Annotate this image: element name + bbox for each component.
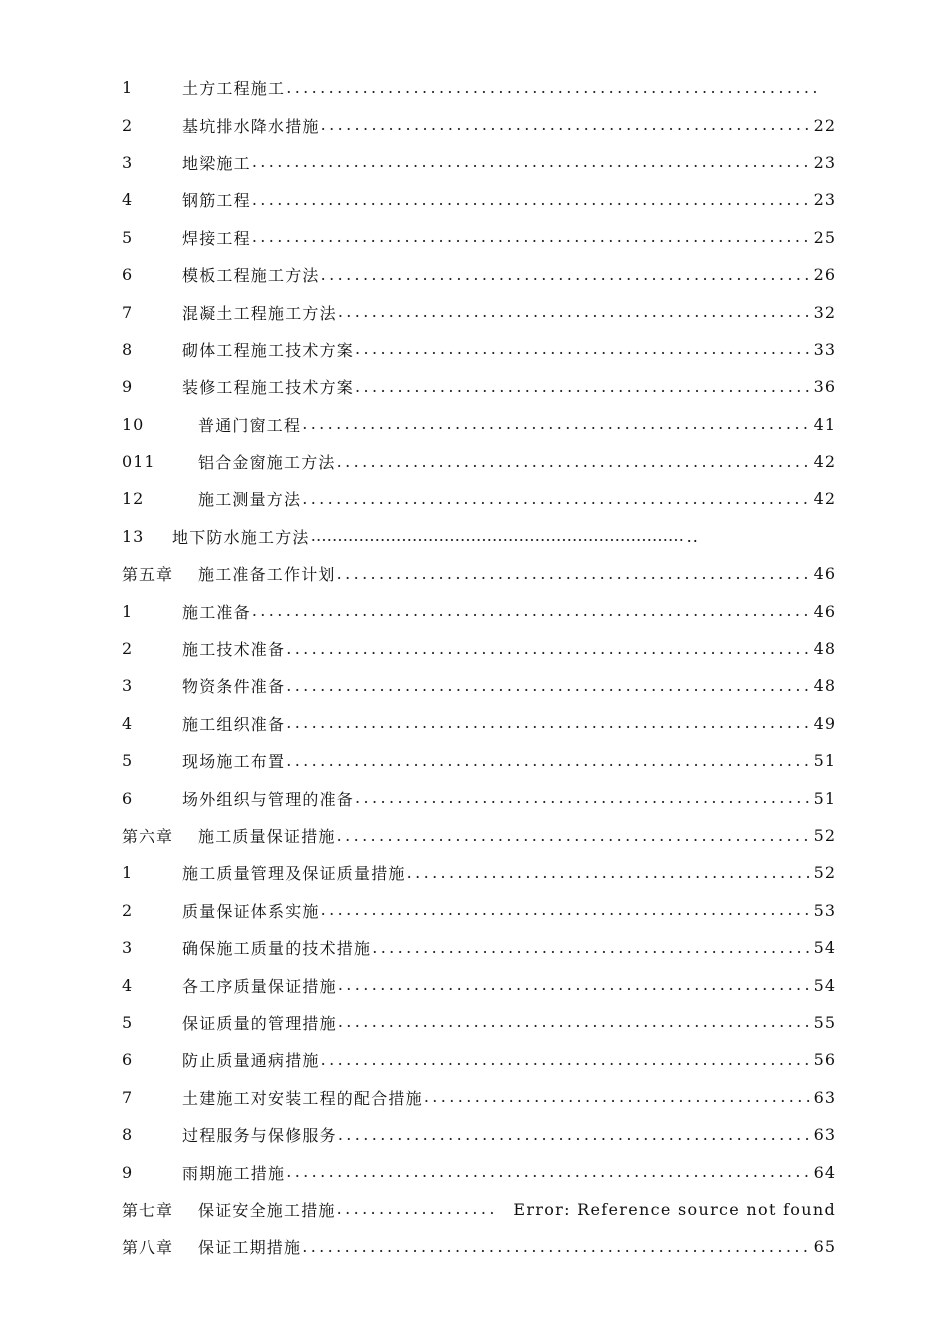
toc-entry[interactable] <box>122 331 836 368</box>
toc-entry-title: 焊接工程 <box>182 228 251 248</box>
toc-entry[interactable] <box>122 1153 836 1190</box>
toc-chapter-number: 第八章 <box>122 1238 174 1258</box>
toc-entry-number: 2 <box>122 900 134 920</box>
toc-entry-page: 56 <box>813 1050 836 1070</box>
toc-entry-title: 土方工程施工 <box>182 79 286 99</box>
toc-entry-number: 10 <box>122 414 145 434</box>
toc-entry-number: 1 <box>122 78 134 98</box>
toc-chapter-entry[interactable] <box>122 555 836 592</box>
toc-entry[interactable] <box>122 705 836 742</box>
dot-leader <box>286 639 811 659</box>
toc-entry-page: 63 <box>813 1087 836 1107</box>
dot-leader <box>286 78 816 98</box>
dot-leader <box>302 1237 811 1257</box>
toc-entry-number: 1 <box>122 601 134 621</box>
toc-entry-title: 混凝土工程施工方法 <box>182 303 337 323</box>
toc-entry[interactable] <box>122 892 836 929</box>
toc-entry-title: 砌体工程施工技术方案 <box>182 340 355 360</box>
dot-leader <box>338 1125 812 1145</box>
toc-chapter-entry[interactable] <box>122 1191 836 1228</box>
toc-entry-page: 49 <box>813 713 836 733</box>
toc-entry-number: 4 <box>122 713 134 733</box>
toc-entry[interactable] <box>122 181 836 218</box>
toc-entry-page: 32 <box>813 302 836 322</box>
toc-entry[interactable] <box>122 1041 836 1078</box>
toc-entry[interactable] <box>122 1079 836 1116</box>
toc-entry-page: 42 <box>813 489 836 509</box>
dot-leader <box>372 938 811 958</box>
toc-entry-title: 基坑排水降水措施 <box>182 116 320 136</box>
toc-entry-page: 23 <box>813 190 836 210</box>
toc-entry-number: 3 <box>122 938 134 958</box>
toc-entry-title: 确保施工质量的技术措施 <box>182 939 372 959</box>
toc-entry-number: 9 <box>122 1162 134 1182</box>
dot-leader <box>252 190 812 210</box>
dot-leader <box>321 115 812 135</box>
toc-entry-title: 土建施工对安装工程的配合措施 <box>182 1088 423 1108</box>
dot-leader <box>286 1162 811 1182</box>
toc-entry[interactable] <box>122 854 836 891</box>
toc-entry-title: 保证质量的管理措施 <box>182 1013 337 1033</box>
dot-leader <box>321 900 812 920</box>
toc-entry-title: 各工序质量保证措施 <box>182 976 337 996</box>
toc-chapter-title: 保证安全施工措施 <box>198 1200 336 1220</box>
dot-leader <box>252 601 812 621</box>
toc-entry-title: 装修工程施工技术方案 <box>182 378 355 398</box>
toc-entry-page: 51 <box>813 751 836 771</box>
toc-entry-page: 42 <box>813 452 836 472</box>
toc-chapter-title: 施工质量保证措施 <box>198 827 336 846</box>
toc-entry[interactable] <box>122 256 836 293</box>
toc-entry-number: 7 <box>122 1087 134 1107</box>
toc-entry-page: 41 <box>813 414 836 434</box>
toc-entry-title: 铝合金窗施工方法 <box>198 453 336 473</box>
toc-entry[interactable] <box>122 1004 836 1041</box>
toc-entry-page: 48 <box>813 676 836 696</box>
toc-entry[interactable] <box>122 219 836 256</box>
dot-leader <box>286 713 811 733</box>
toc-entry[interactable] <box>122 144 836 181</box>
toc-entry-title: 地梁施工 <box>182 153 251 173</box>
toc-entry-number: 4 <box>122 190 134 210</box>
toc-entry-title: 施工准备 <box>182 602 251 622</box>
dot-leader <box>321 265 812 285</box>
toc-entry-page: 64 <box>813 1162 836 1182</box>
toc-entry-page: 54 <box>813 975 836 995</box>
toc-entry-number: 3 <box>122 676 134 696</box>
toc-entry[interactable] <box>122 518 836 555</box>
toc-entry[interactable] <box>122 592 836 629</box>
dot-leader <box>252 227 812 247</box>
toc-entry[interactable] <box>122 630 836 667</box>
dot-leader <box>286 676 811 696</box>
dot-leader <box>355 788 812 808</box>
toc-entry-page: 23 <box>813 152 836 172</box>
toc-entry-page: .. <box>686 526 699 546</box>
toc-entry-number: 2 <box>122 639 134 659</box>
toc-entry-number: 13 <box>122 526 145 546</box>
toc-entry-number: 5 <box>122 227 134 247</box>
toc-entry[interactable] <box>122 480 836 517</box>
toc-entry-page: 63 <box>813 1125 836 1145</box>
toc-entry-title: 雨期施工措施 <box>182 1163 286 1183</box>
toc-entry-title: 过程服务与保修服务 <box>182 1126 337 1146</box>
toc-entry-page: 46 <box>813 601 836 621</box>
toc-entry[interactable] <box>122 293 836 330</box>
toc-entry-page: 33 <box>813 339 836 359</box>
toc-entry-number: 8 <box>122 339 134 359</box>
dot-leader <box>252 152 812 172</box>
toc-entry-number: 2 <box>122 115 134 135</box>
dot-leader <box>337 564 812 584</box>
toc-entry-number: 3 <box>122 152 134 172</box>
toc-chapter-entry[interactable] <box>122 1228 836 1265</box>
dot-leader <box>337 452 812 472</box>
toc-entry-page: 26 <box>813 265 836 285</box>
toc-entry-number: 1 <box>122 863 134 883</box>
toc-entry-number: 6 <box>122 265 134 285</box>
toc-entry-page: 55 <box>813 1012 836 1032</box>
toc-entry-page: 22 <box>813 115 836 135</box>
toc-entry-number: 011 <box>122 452 156 472</box>
toc-entry-page: 54 <box>813 938 836 958</box>
dot-leader <box>302 414 811 434</box>
dot-leader <box>338 302 812 322</box>
toc-entry[interactable] <box>122 443 836 480</box>
toc-entry-page: 65 <box>813 1237 836 1257</box>
toc-chapter-title: 保证工期措施 <box>198 1238 302 1258</box>
toc-entry-title: 普通门窗工程 <box>198 415 302 435</box>
toc-entry-title: 施工质量管理及保证质量措施 <box>182 864 406 884</box>
dot-leader <box>424 1087 812 1107</box>
toc-entry-number: 5 <box>122 751 134 771</box>
toc-entry-page: 25 <box>813 227 836 247</box>
toc-entry-title: 地下防水施工方法 <box>172 527 310 547</box>
toc-entry-title: 场外组织与管理的准备 <box>182 789 355 809</box>
reference-error-text: Error: Reference source not found <box>513 1199 836 1219</box>
toc-entry-page: 53 <box>813 900 836 920</box>
dot-leader <box>355 339 812 359</box>
toc-entry-number: 5 <box>122 1012 134 1032</box>
toc-entry[interactable] <box>122 368 836 405</box>
dot-leader <box>407 863 812 883</box>
toc-entry-number: 12 <box>122 489 145 509</box>
dot-leader <box>302 489 811 509</box>
toc-entry-title: 模板工程施工方法 <box>182 266 320 286</box>
toc-chapter-title: 施工准备工作计划 <box>198 565 336 585</box>
dot-leader <box>337 826 812 846</box>
toc-entry-title: 施工技术准备 <box>182 640 286 660</box>
toc-entry[interactable] <box>122 779 836 816</box>
toc-entry[interactable] <box>122 1116 836 1153</box>
toc-chapter-number: 第五章 <box>122 565 174 585</box>
toc-entry-number: 6 <box>122 1050 134 1070</box>
toc-chapter-number: 第七章 <box>122 1200 174 1220</box>
toc-entry-page: 52 <box>813 826 836 845</box>
toc-entry-number: 4 <box>122 975 134 995</box>
toc-entry[interactable] <box>122 966 836 1003</box>
toc-entry-number: 8 <box>122 1125 134 1145</box>
toc-entry-number: 6 <box>122 788 134 808</box>
toc-entry-title: 施工组织准备 <box>182 714 286 734</box>
toc-entry-title: 现场施工布置 <box>182 752 286 772</box>
toc-entry[interactable] <box>122 69 836 106</box>
toc-entry-page: 48 <box>813 639 836 659</box>
toc-entry[interactable] <box>122 406 836 443</box>
toc-chapter-number: 第六章 <box>122 827 174 846</box>
dot-leader <box>338 975 812 995</box>
toc-entry-page: 36 <box>813 377 836 397</box>
toc-entry[interactable] <box>122 106 836 143</box>
toc-entry[interactable] <box>122 667 836 704</box>
toc-entry-number: 7 <box>122 302 134 322</box>
toc-entry-page: 52 <box>813 863 836 883</box>
toc-entry-page: 51 <box>813 788 836 808</box>
toc-entry-title: 质量保证体系实施 <box>182 901 320 921</box>
dot-leader <box>286 751 811 771</box>
dot-leader <box>355 377 812 397</box>
toc-entry-title: 防止质量通病措施 <box>182 1051 320 1071</box>
toc-entry-number: 9 <box>122 377 134 397</box>
toc-entry-page: 46 <box>813 564 836 584</box>
toc-entry-title: 物资条件准备 <box>182 677 286 697</box>
ellipsis-leader <box>311 526 685 546</box>
table-of-contents <box>122 69 836 1266</box>
toc-entry[interactable] <box>122 929 836 966</box>
toc-entry-title: 施工测量方法 <box>198 490 302 510</box>
dot-leader <box>337 1199 497 1219</box>
toc-chapter-entry[interactable] <box>122 817 836 854</box>
toc-entry-title: 钢筋工程 <box>182 191 251 211</box>
dot-leader <box>321 1050 812 1070</box>
dot-leader <box>338 1012 812 1032</box>
toc-entry[interactable] <box>122 742 836 779</box>
